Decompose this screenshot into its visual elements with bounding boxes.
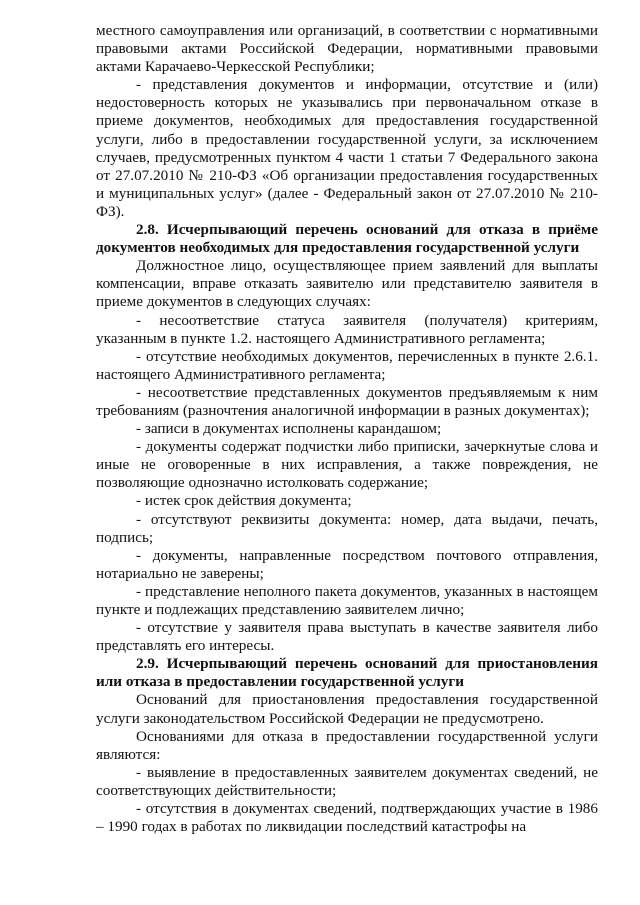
list-item-no-right-to-act: - отсутствие у заявителя права выступать в качестве заявителя либо представлять его интересы. — [96, 619, 598, 655]
list-item-false-information: - выявление в предоставленных заявителем документах сведений, не соответствующих действительности; — [96, 763, 598, 799]
paragraph-official-may-refuse: Должностное лицо, осуществляющее прием заявлений для выплаты компенсации, вправе отказать заявителю или представителю заявителя в приеме документов в следующих случаях: — [96, 257, 598, 311]
list-item-expired-document: - истек срок действия документа; — [136, 492, 352, 510]
list-item-not-notarized: - документы, направленные посредством почтового отправления, нотариально не заверены; — [96, 546, 598, 582]
list-item-no-participation-evidence: - отсутствия в документах сведений, подтверждающих участие в 1986 – 1990 годах в работах по ликвидации последствий катастрофы на — [96, 800, 598, 836]
paragraph-documents-not-indicated: - представления документов и информации, отсутствие и (или) недостоверность которых не указывались при первоначальном отказе в приеме документов, необходимых для предоставления государственной услуги, либо в предоставлении государственной услуги, за исключением случаев, предусмотренных пунктом 4 части 1 статьи 7 Федерального закона от 27.07.2010 № 210-ФЗ «Об организации предоставления государственных и муниципальных услуг» (далее - Федеральный закон от 27.07.2010 № 210-ФЗ). — [96, 76, 598, 220]
paragraph-no-suspension: Оснований для приостановления предоставления государственной услуги законодательством Российской Федерации не предусмотрено. — [96, 691, 598, 727]
list-item-missing-documents: - отсутствие необходимых документов, перечисленных в пункте 2.6.1. настоящего Административного регламента; — [96, 347, 598, 383]
document-page — [96, 22, 598, 836]
list-item-requirements-mismatch: - несоответствие представленных документов предъявляемым к ним требованиям (разночтения аналогичной информации в разных документах); — [96, 383, 598, 419]
paragraph-refusal-grounds: Основаниями для отказа в предоставлении государственной услуги являются: — [96, 727, 598, 763]
section-heading-2-8: 2.8. Исчерпывающий перечень оснований для отказа в приёме документов необходимых для предоставления государственной услуги — [96, 221, 598, 257]
list-item-missing-requisites: - отсутствуют реквизиты документа: номер, дата выдачи, печать, подпись; — [96, 510, 598, 546]
list-item-erasures-additions: - документы содержат подчистки либо приписки, зачеркнутые слова и иные не оговоренные в них исправления, а также повреждения, не позволяющие однозначно истолковать содержание; — [96, 438, 598, 492]
list-item-pencil-records: - записи в документах исполнены карандашом; — [136, 420, 442, 438]
list-item-status-mismatch: - несоответствие статуса заявителя (получателя) критериям, указанным в пункте 1.2. настоящего Административного регламента; — [96, 311, 598, 347]
paragraph-continuation: местного самоуправления или организаций, в соответствии с нормативными правовыми актами Российской Федерации, нормативными правовыми актами Карачаево-Черкесской Республики; — [96, 22, 598, 76]
section-heading-2-9: 2.9. Исчерпывающий перечень оснований для приостановления или отказа в предоставлении государственной услуги — [96, 655, 598, 691]
list-item-incomplete-package: - представление неполного пакета документов, указанных в настоящем пункте и подлежащих представлению заявителем лично; — [96, 582, 598, 618]
